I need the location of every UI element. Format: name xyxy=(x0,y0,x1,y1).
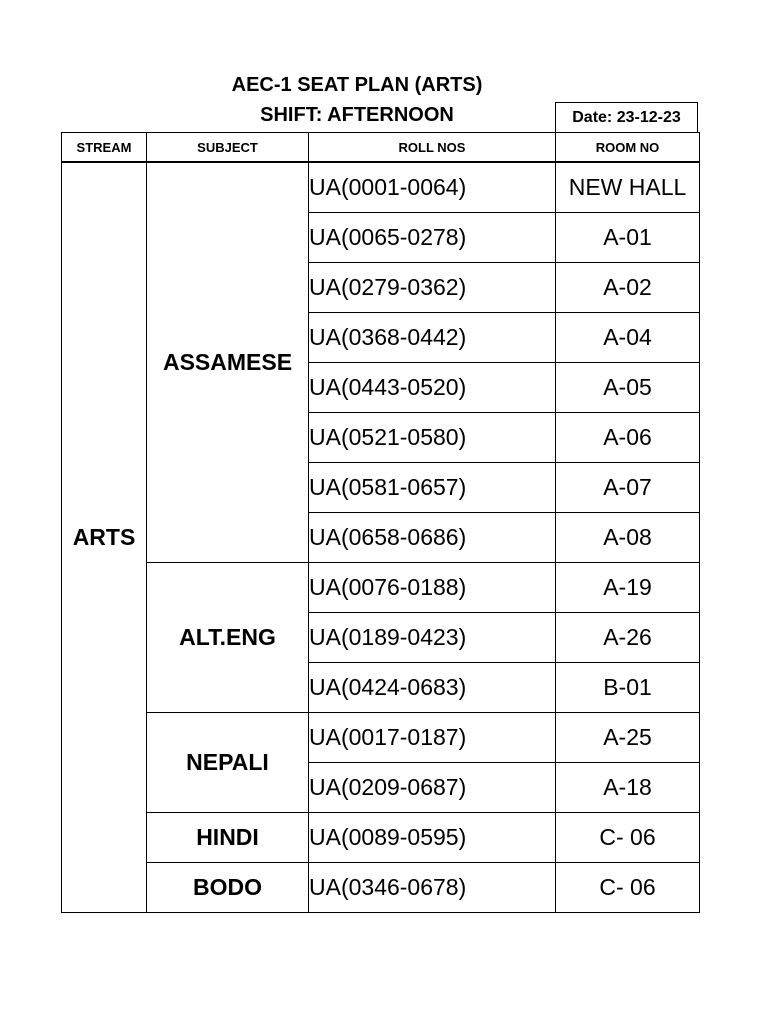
stream-cell: ARTS xyxy=(62,162,147,912)
roll-nos-cell: UA(0209-0687) xyxy=(309,762,556,812)
room-no-cell: B-01 xyxy=(556,662,700,712)
roll-nos-cell: UA(0065-0278) xyxy=(309,212,556,262)
subject-cell: ALT.ENG xyxy=(147,562,309,712)
table-row xyxy=(62,162,700,212)
room-no-cell: A-07 xyxy=(556,462,700,512)
roll-nos-cell: UA(0424-0683) xyxy=(309,662,556,712)
roll-nos-cell: UA(0346-0678) xyxy=(309,862,556,912)
table-row xyxy=(62,812,700,862)
table-body xyxy=(62,162,700,912)
room-no-cell: A-08 xyxy=(556,512,700,562)
roll-nos-cell: UA(0017-0187) xyxy=(309,712,556,762)
seat-plan-table xyxy=(61,132,700,913)
date-label: Date: 23-12-23 xyxy=(555,102,698,132)
shift-label: SHIFT: AFTERNOON xyxy=(260,104,454,126)
room-no-cell: A-25 xyxy=(556,712,700,762)
roll-nos-cell: UA(0089-0595) xyxy=(309,812,556,862)
room-no-cell: A-06 xyxy=(556,412,700,462)
column-header-room-no: ROOM NO xyxy=(556,133,700,163)
room-no-cell: A-04 xyxy=(556,312,700,362)
room-no-cell: A-02 xyxy=(556,262,700,312)
subject-cell: BODO xyxy=(147,862,309,912)
room-no-cell: C- 06 xyxy=(556,862,700,912)
table-row xyxy=(62,562,700,612)
subject-cell: NEPALI xyxy=(147,712,309,812)
room-no-cell: A-19 xyxy=(556,562,700,612)
roll-nos-cell: UA(0368-0442) xyxy=(309,312,556,362)
table-header-row xyxy=(62,133,700,163)
room-no-cell: A-26 xyxy=(556,612,700,662)
table-row xyxy=(62,862,700,912)
column-header-subject: SUBJECT xyxy=(147,133,309,163)
roll-nos-cell: UA(0001-0064) xyxy=(309,162,556,212)
room-no-cell: NEW HALL xyxy=(556,162,700,212)
roll-nos-cell: UA(0581-0657) xyxy=(309,462,556,512)
roll-nos-cell: UA(0189-0423) xyxy=(309,612,556,662)
room-no-cell: A-05 xyxy=(556,362,700,412)
roll-nos-cell: UA(0658-0686) xyxy=(309,512,556,562)
subject-cell: HINDI xyxy=(147,812,309,862)
room-no-cell: C- 06 xyxy=(556,812,700,862)
column-header-stream: STREAM xyxy=(62,133,147,163)
table-row xyxy=(62,712,700,762)
roll-nos-cell: UA(0076-0188) xyxy=(309,562,556,612)
page-title: AEC-1 SEAT PLAN (ARTS) xyxy=(231,74,483,96)
subject-cell: ASSAMESE xyxy=(147,162,309,562)
room-no-cell: A-01 xyxy=(556,212,700,262)
roll-nos-cell: UA(0443-0520) xyxy=(309,362,556,412)
room-no-cell: A-18 xyxy=(556,762,700,812)
roll-nos-cell: UA(0279-0362) xyxy=(309,262,556,312)
column-header-roll-nos: ROLL NOS xyxy=(309,133,556,163)
roll-nos-cell: UA(0521-0580) xyxy=(309,412,556,462)
